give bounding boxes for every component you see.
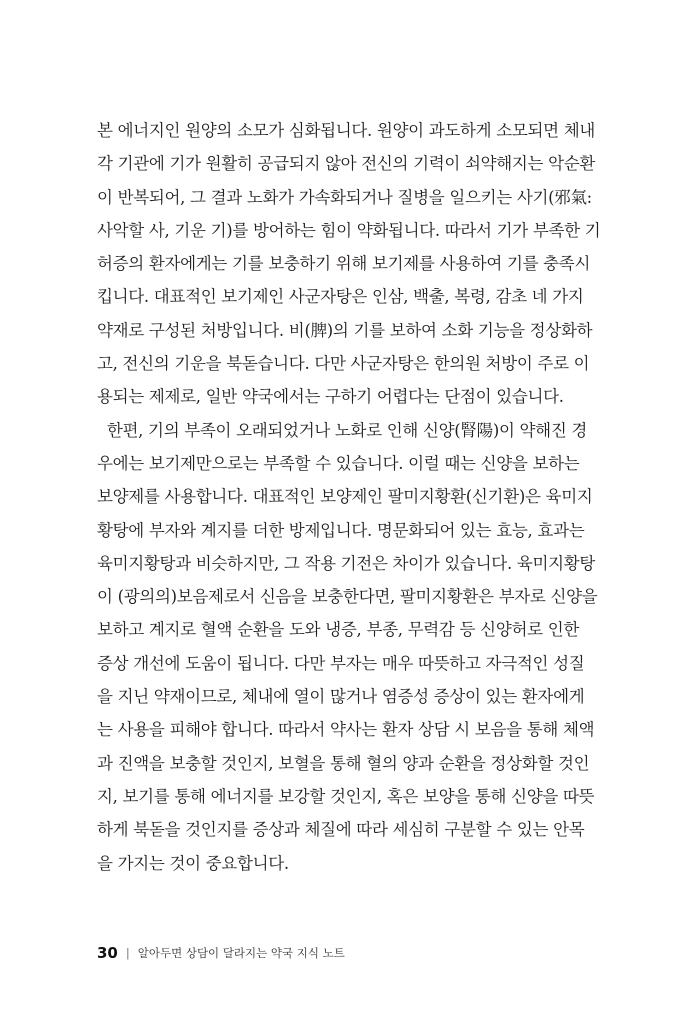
text-line: 육미지황탕과 비슷하지만, 그 작용 기전은 차이가 있습니다. 육미지황탕	[97, 553, 596, 573]
text-line: 이 (광의의)보음제로서 신음을 보충한다면, 팔미지황환은 부자로 신양을	[97, 587, 598, 607]
text-line: 을 가지는 것이 중요합니다.	[97, 853, 289, 873]
text-line: 황탕에 부자와 계지를 더한 방제입니다. 명문화되어 있는 효능, 효과는	[97, 520, 585, 540]
text-line: 각 기관에 기가 원활히 공급되지 않아 전신의 기력이 쇠약해지는 악순환	[97, 154, 596, 174]
page-number: 30	[97, 944, 118, 962]
text-line: 지, 보기를 통해 에너지를 보강할 것인지, 혹은 보양을 통해 신양을 따뜻	[97, 786, 595, 806]
book-title: 알아두면 상담이 달라지는 약국 지식 노트	[137, 946, 345, 960]
text-line: 용되는 제제로, 일반 약국에서는 구하기 어렵다는 단점이 있습니다.	[97, 387, 564, 407]
text-line: 약재로 구성된 처방입니다. 비(脾)의 기를 보하여 소화 기능을 정상화하	[97, 320, 593, 340]
text-line: 보하고 계지로 혈액 순환을 도와 냉증, 부종, 무력감 등 신양허로 인한	[97, 620, 579, 640]
text-line: 허증의 환자에게는 기를 보충하기 위해 보기제를 사용하여 기를 충족시	[97, 254, 591, 274]
text-line: 본 에너지인 원양의 소모가 심화됩니다. 원양이 과도하게 소모되면 체내	[97, 121, 596, 140]
text-line: 사악할 사, 기운 기)를 방어하는 힘이 약화됩니다. 따라서 기가 부족한 기	[97, 220, 601, 240]
text-line: 하게 북돋을 것인지를 증상과 체질에 따라 세심히 구분할 수 있는 안목	[97, 820, 585, 840]
text-line: 과 진액을 보충할 것인지, 보혈을 통해 혈의 양과 순환을 정상화할 것인	[97, 753, 590, 773]
text-line: 을 지닌 약재이므로, 체내에 열이 많거나 염증성 증상이 있는 환자에게	[97, 687, 585, 707]
footer-separator: |	[125, 946, 130, 960]
text-line: 우에는 보기제만으로는 부족할 수 있습니다. 이럴 때는 신양을 보하는	[97, 453, 580, 473]
body-text	[97, 114, 601, 880]
text-line: 는 사용을 피해야 합니다. 따라서 약사는 환자 상담 시 보음을 통해 체액	[97, 720, 595, 740]
page-footer	[97, 944, 345, 962]
text-line: 고, 전신의 기운을 북돋습니다. 다만 사군자탕은 한의원 처방이 주로 이	[97, 354, 590, 374]
text-line: 보양제를 사용합니다. 대표적인 보양제인 팔미지황환(신기환)은 육미지	[97, 487, 593, 507]
text-line: 이 반복되어, 그 결과 노화가 가속화되거나 질병을 일으키는 사기(邪氣:	[97, 187, 592, 207]
text-line: 킵니다. 대표적인 보기제인 사군자탕은 인삼, 백출, 복령, 감초 네 가지	[97, 287, 584, 307]
text-line: 증상 개선에 도움이 됩니다. 다만 부자는 매우 따뜻하고 자극적인 성질	[97, 653, 585, 673]
text-line: 한편, 기의 부족이 오래되었거나 노화로 인해 신양(腎陽)이 약해진 경	[97, 420, 588, 440]
